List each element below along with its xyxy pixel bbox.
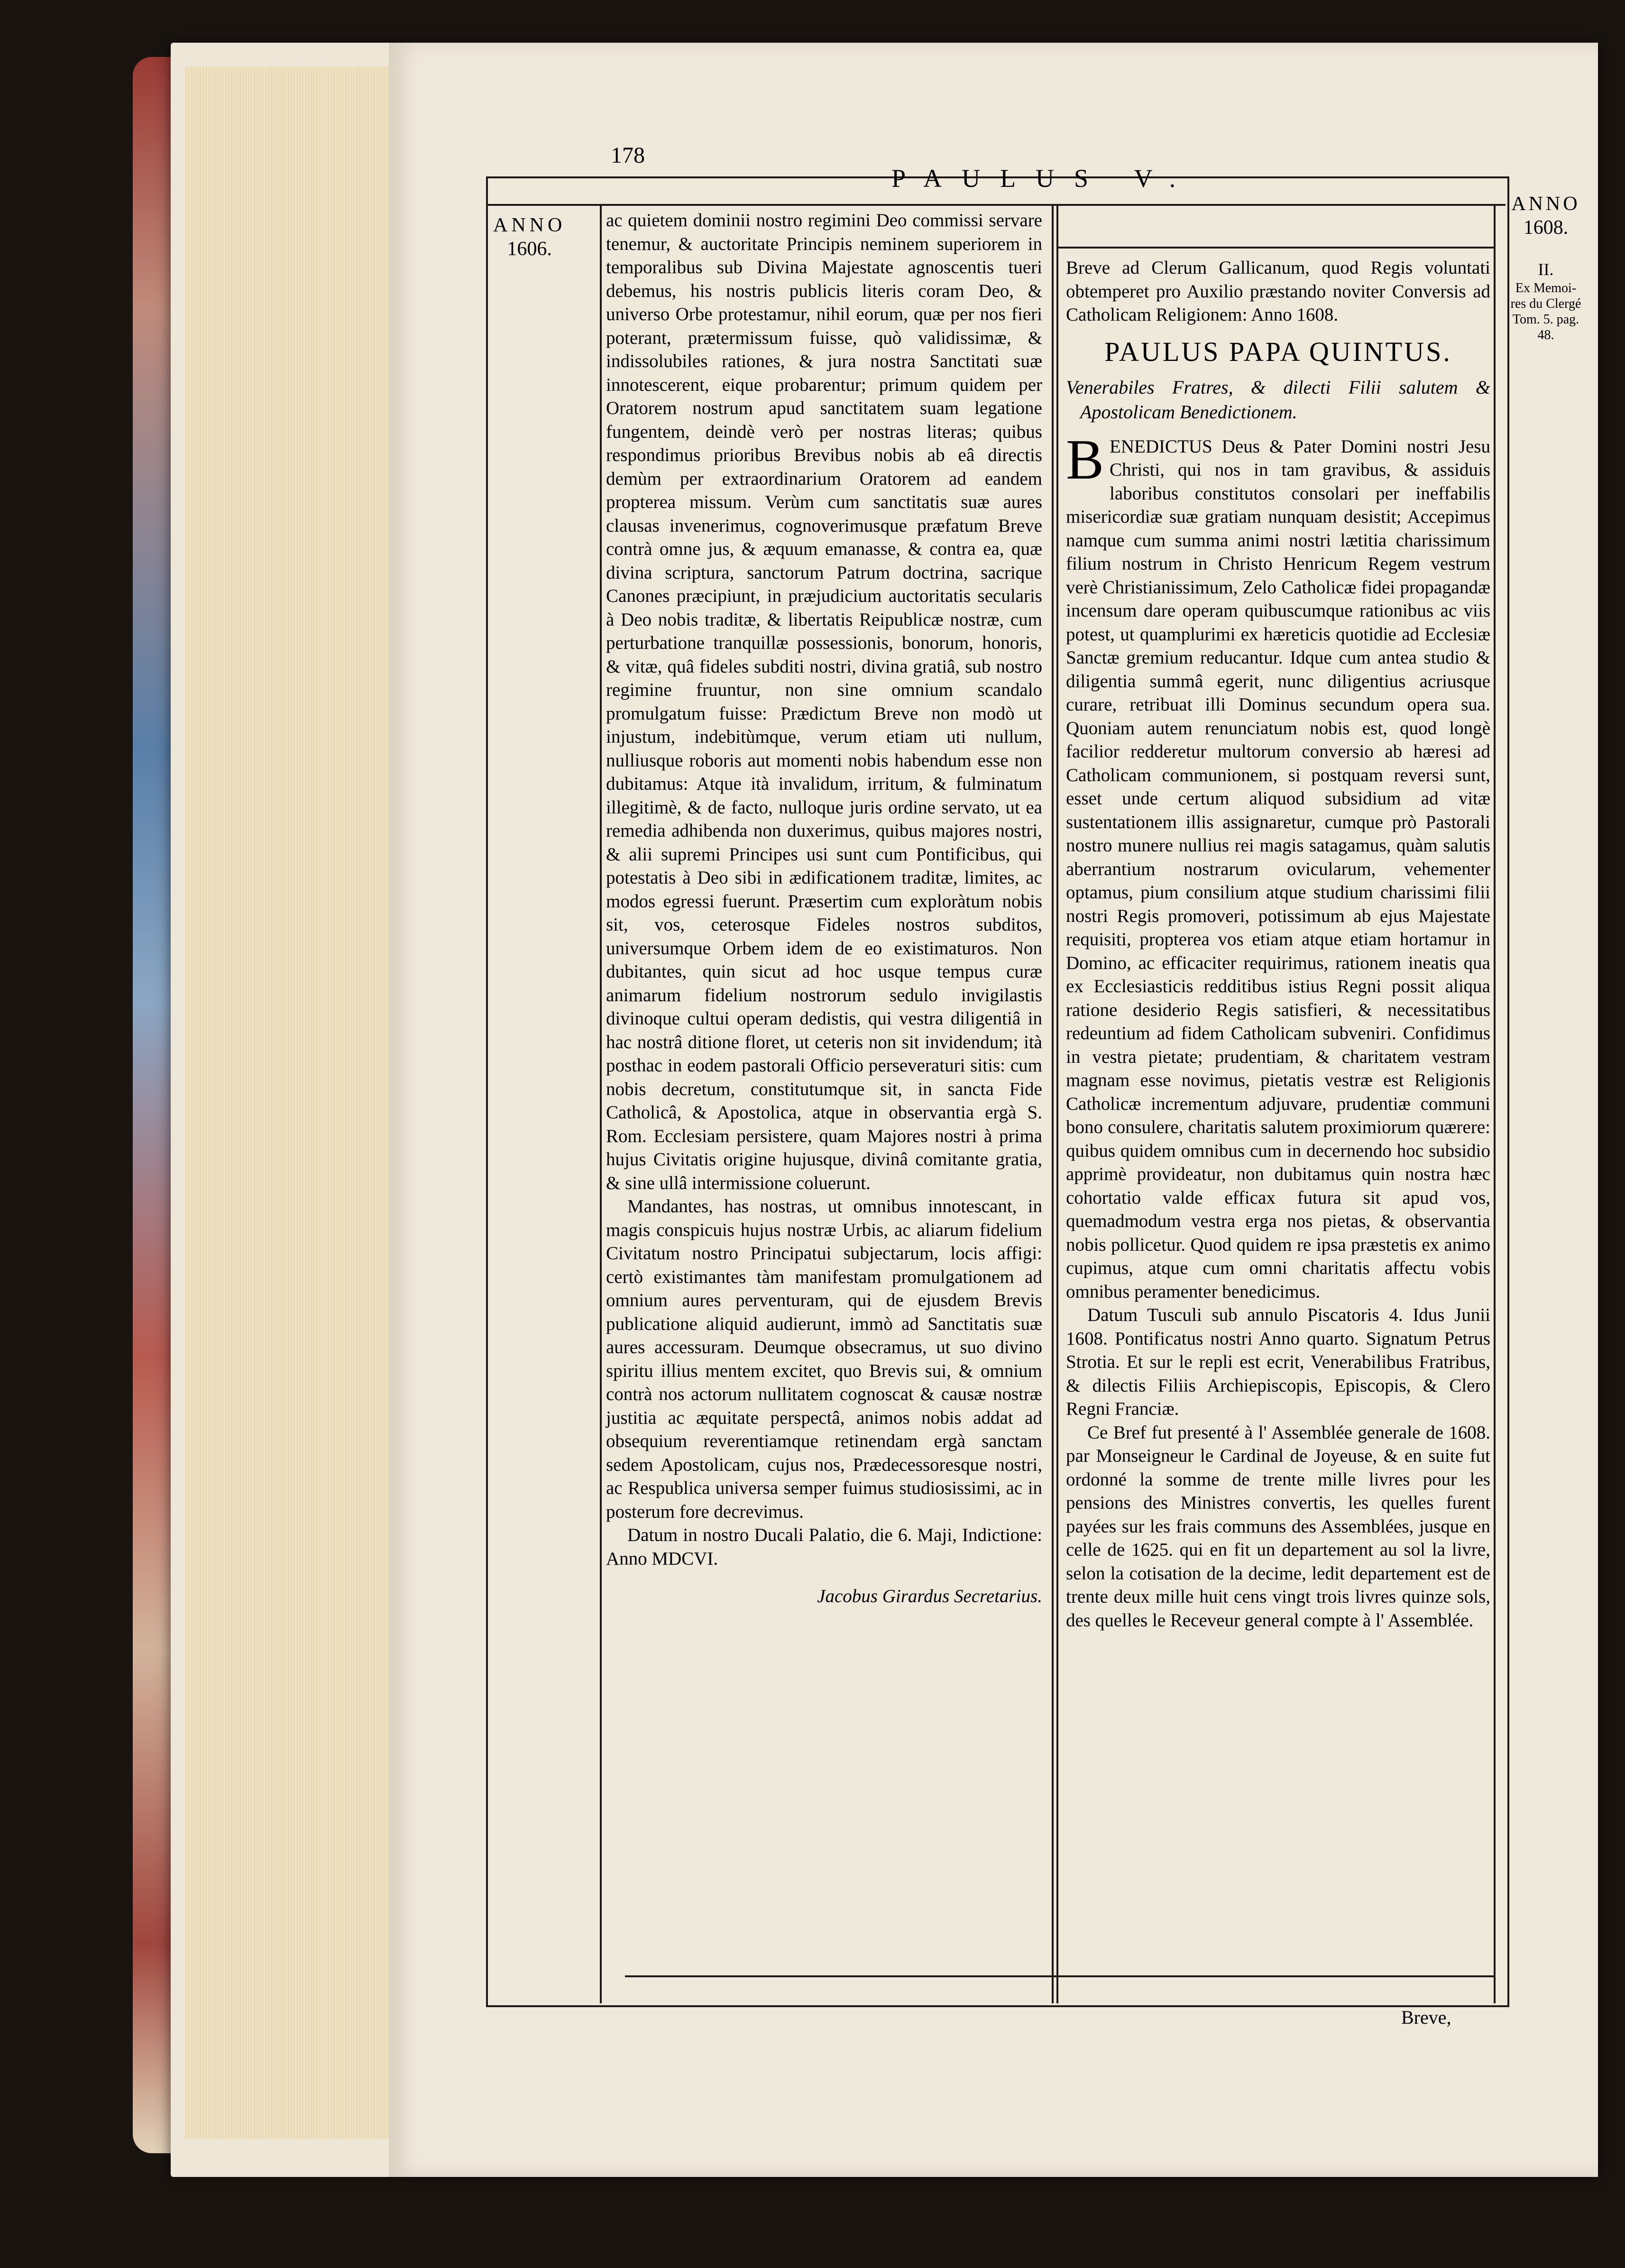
sidenote-line: 48. xyxy=(1537,328,1554,342)
right-column xyxy=(1066,256,1490,1632)
page-number: 178 xyxy=(611,143,645,168)
paragraph: Datum Tusculi sub annulo Piscatoris 4. Idus Junii 1608. Pontificatus nostri Anno quarto. Signatum Petrus Strotia. Et sur le repli est ecrit, Venerabilibus Fratribus, & dilectis Filiis Archiepiscopis, Episcopis, & Clero Regni Franciæ. xyxy=(1066,1305,1490,1419)
anno-label-left: ANNO xyxy=(493,214,566,236)
paragraph: ac quietem dominii nostro regimini Deo commissi servare tenemur, & auctoritate Principis neminem superiorem in temporalibus sub Divina Majestate agnoscentis tueri debemus, his nostris publicis literis coram Deo, & universo Orbe protestamur, nihil eorum, quæ per nos fieri poterant, prætermissum fuisse, quò validissimæ, & indissolubiles rationes, & jura nostra Sanctitati suæ innotescerent, eique probarentur; primum quidem per Oratorem nostrum apud sanctitatem suam legatione fungentem, deindè verò per nostras literas; quibus respondimus prioribus Brevibus nobis ab eâ directis demùm per extraordinarium Oratorem ad eandem propterea missum. Verùm cum sanctitatis suæ aures clausas invenerimus, cognoverimusque præfatum Breve contrà omne jus, & æquum emanasse, & contra ea, quæ divina scriptura, sanctorum Patrum doctrina, sacrique Canones præcipiunt, in præjudicium auctoritatis secularis à Deo nobis traditæ, & libertatis Reipublicæ nostræ, cum perturbatione tranquillæ possessionis, bonorum, honoris, & vitæ, quâ fideles subditi nostri, divina gratiâ, sub nostro regimine fruuntur, non sine omnium scandalo promulgatum fuisse: Prædictum Breve non modò ut injustum, indebitùmque, verum etiam uti nullum, nulliusque roboris aut momenti nobis habendum esse non dubitamus: Atque ità invalidum, irritum, & fulminatum illegitimè, & de facto, nulloque juris ordine servato, ut ea remedia adhibenda non duxerimus, quibus majores nostri, & alii supremi Principes usi sunt cum Pontificibus, qui potestatis à Deo sibi in ædificationem traditæ, limites, ac modos egressi fuerunt. Præsertim cum exploràtum nobis sit, vos, ceterosque Fideles nostros subditos, universumque Orbem idem de eo existimaturos. Non dubitantes, quin sicut ad hoc usque tempus curæ animarum fidelium nostrorum sedulo invigilastis divinoque cultui operam dedistis, qui vestra diligentiâ in hac nostrâ ditione floret, ut ceteris non sit invidendum; ità posthac in eodem pastorali Officio perseveraturi sitis: cum nobis decretum, constitutumque sit, in sancta Fide Catholicâ, & Apostolica, atque in observantia ergà S. Rom. Ecclesiam persistere, quam Majores nostri à prima hujus Civitatis origine hujusque, divinâ comitante gratia, & sine ullâ intermissione coluerunt. xyxy=(606,210,1042,1193)
sidenote-number: II. xyxy=(1538,260,1554,279)
paragraph xyxy=(1066,427,1490,1304)
column-divider xyxy=(1052,204,1054,2003)
paragraph: Mandantes, has nostras, ut omnibus innotescant, in magis conspicuis hujus nostræ Urbis, ac aliarum fidelium Civitatum nostro Principatui subjectarum, locis affigi: certò existimantes tàm manifestam promulgationem ad omnium aures perventuram, qui de ejusdem Brevis publicatione aliquid audierunt, immò ad Sanctitatis suæ aures accessuram. Deumque obsecramus, ut suo divino spiritu illius mentem excitet, quo Brevis sui, & omnium contrà nos actorum nullitatem cognoscat & causæ nostræ justitia ac æquitate perspectâ, animos nobis addat ad obsequium reverentiamque retinendam ergà sanctam sedem Apostolicam, cujus nos, Prædecessoresque nostri, ac Respublica universa semper fuimus studiosissimi, ac in posterum fore decrevimus. xyxy=(606,1196,1042,1522)
catchword: Breve, xyxy=(1401,2007,1451,2028)
sidenote-line: res du Clergé xyxy=(1510,296,1581,311)
drop-cap: B xyxy=(1066,427,1104,491)
right-top-rule xyxy=(1058,247,1494,249)
sidenote-line: Tom. 5. pag. xyxy=(1512,312,1579,327)
section-heading: PAULUS PAPA QUINTUS. xyxy=(1104,336,1452,367)
anno-label-right: ANNO xyxy=(1511,193,1580,215)
page-edges xyxy=(185,66,392,2139)
left-margin-rule xyxy=(600,204,602,2003)
salutation: Venerabiles Fratres, & dilecti Filii salutem & Apostolicam Benedictionem. xyxy=(1066,376,1490,423)
paragraph: Ce Bref fut presenté à l' Assemblée generale de 1608. par Monseigneur le Cardinal de Joyeuse, & en suite fut ordonné la somme de trente mille livres pour les pensions des Ministres convertis, les quelles furent payées sur les frais communs des Assemblées, jusque en celle de 1625. qui en fit un departement au sol la livre, selon la cotisation de la decime, ledit departement est de trente deux mille huit cens vingt trois livres quinze sols, des quelles le Receveur general compte à l' Assemblée. xyxy=(1066,1422,1490,1631)
signature: Jacobus Girardus Secretarius. xyxy=(817,1586,1042,1606)
year-right: 1608. xyxy=(1523,217,1569,239)
sidenote-line: Ex Memoi- xyxy=(1515,281,1577,295)
running-head: PAULUS V. xyxy=(891,164,1196,193)
year-margin-right xyxy=(1501,192,1591,240)
header-rule xyxy=(486,204,1506,206)
paragraph: Datum in nostro Ducali Palatio, die 6. Maji, Indictione: Anno MDCVI. xyxy=(606,1525,1042,1569)
paragraph-text: ENEDICTUS Deus & Pater Domini nostri Jesu Christi, qui nos in tam gravibus, & assiduis laboribus constitutos consolari per ineffabilis misericordiæ suæ gratiam nunquam desistit; Accepimus namque cum summa animi nostri lætitia charissimum filium nostrum in Christo Henricum Regem vestrum verè Christianissimum, Zelo Catholicæ fidei propagandæ incensum dare operam quibuscumque rationibus ac viis potest, ut quamplurimi ex hæreticis quotidie ad Ecclesiæ Sanctæ gremium reducantur. Idque cum antea studio & diligentia summâ egerit, nunc diligentius acriusque curare, retribuat illi Dominus secundum opera sua. Quoniam autem renunciatum nobis est, quod longè facilior redderetur multorum conversio ab hæresi ad Catholicam communionem, si postquam reversi sunt, esset unde certum aliquod subsidium ad vitæ sustentationem illis assignaretur, cumque prò Pastorali nostro munere nullius rei magis satagamus, quàm salutis aberrantium nostrarum ovicularum, vehementer optamus, pium consilium atque studium charissimi filii nostri Regis promoveri, potissimum ab ejus Majestate requisiti, propterea vos etiam atque etiam hortamur in Domino, ac efficaciter requirimus, rationem ineatis qua ex Ecclesiasticis redditibus istius Regni possit aliqua ratione desiderio Regis satisfieri, & necessitatibus redeuntium ad fidem Catholicam subveniri. Confidimus in vestra pietate; prudentiam, & charitatem vestram magnam esse novimus, pietatis vestræ est Religionis Catholicæ incrementum adjuvare, prudentiæ communi bono consulere, charitatis salutem proximiorum quærere: quibus quidem omnibus cum in decernendo hoc subsidio apprimè provideatur, non dubitamus quin nostra hæc cohortatio valde efficax futura sit apud vos, quemadmodum vestra erga nos pietas, & observantia nobis pollicetur. Quod quidem re ipsa præstetis ex animo cupimus, atque cum omni charitatis affectu vobis omnibus peramenter benedicimus. xyxy=(1066,436,1490,1302)
right-margin-rule xyxy=(1494,204,1496,2003)
bottom-rule xyxy=(625,1975,1494,1977)
brief-title: Breve ad Clerum Gallicanum, quod Regis voluntati obtemperet pro Auxilio præstando noviter Conversis ad Catholicam Religionem: Anno 1608. xyxy=(1066,258,1490,325)
year-margin-left xyxy=(493,213,566,261)
left-column xyxy=(606,209,1042,1608)
year-left: 1606. xyxy=(507,238,552,260)
source-sidenote xyxy=(1501,258,1591,343)
